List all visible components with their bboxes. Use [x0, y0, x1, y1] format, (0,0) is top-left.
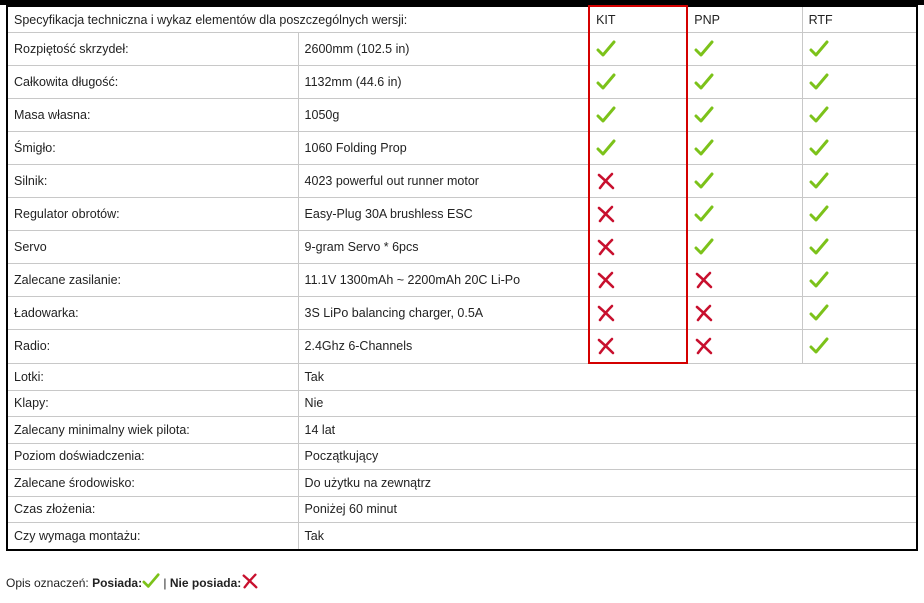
- cell-kit: [589, 330, 687, 364]
- table-row: [7, 297, 917, 330]
- row-value: 3S LiPo balancing charger, 0.5A: [298, 297, 589, 330]
- table-row: [7, 165, 917, 198]
- cell-kit: [589, 198, 687, 231]
- check-icon: [809, 138, 829, 158]
- cell-rtf: [802, 297, 917, 330]
- cell-pnp: [687, 99, 802, 132]
- cell-rtf: [802, 330, 917, 364]
- row-name: Zalecane środowisko:: [7, 470, 298, 497]
- cell-rtf: [802, 33, 917, 66]
- table-header-row: [7, 6, 917, 33]
- cell-kit: [589, 99, 687, 132]
- cell-rtf: [802, 132, 917, 165]
- check-icon: [809, 105, 829, 125]
- cell-pnp: [687, 297, 802, 330]
- legend-has-label: Posiada:: [92, 576, 143, 590]
- row-value: Do użytku na zewnątrz: [298, 470, 917, 497]
- check-icon: [142, 572, 160, 590]
- legend-separator: |: [163, 576, 167, 590]
- row-value: 11.1V 1300mAh ~ 2200mAh 20C Li-Po: [298, 264, 589, 297]
- row-name: Klapy:: [7, 390, 298, 417]
- row-name: Śmigło:: [7, 132, 298, 165]
- header-title: Specyfikacja techniczna i wykaz elementów dla poszczególnych wersji:: [7, 6, 589, 33]
- check-icon: [809, 72, 829, 92]
- row-value: Tak: [298, 363, 917, 390]
- check-icon: [596, 39, 616, 59]
- cell-pnp: [687, 264, 802, 297]
- spec-table-body: [7, 6, 917, 550]
- cell-kit: [589, 132, 687, 165]
- check-icon: [809, 171, 829, 191]
- cell-kit: [589, 66, 687, 99]
- header-kit: KIT: [589, 6, 687, 33]
- table-row: [7, 132, 917, 165]
- table-row: [7, 390, 917, 417]
- table-row: [7, 417, 917, 444]
- cell-rtf: [802, 66, 917, 99]
- row-value: Nie: [298, 390, 917, 417]
- check-icon: [809, 270, 829, 290]
- cell-kit: [589, 165, 687, 198]
- cell-rtf: [802, 264, 917, 297]
- check-icon: [809, 303, 829, 323]
- cell-pnp: [687, 330, 802, 364]
- row-value: Początkujący: [298, 443, 917, 470]
- row-value: 4023 powerful out runner motor: [298, 165, 589, 198]
- check-icon: [596, 138, 616, 158]
- cross-icon: [241, 572, 259, 590]
- check-icon: [694, 39, 714, 59]
- table-row: [7, 33, 917, 66]
- check-icon: [809, 336, 829, 356]
- cell-rtf: [802, 99, 917, 132]
- cell-kit: [589, 231, 687, 264]
- cross-icon: [596, 171, 616, 191]
- table-row: [7, 496, 917, 523]
- cell-pnp: [687, 132, 802, 165]
- row-name: Czas złożenia:: [7, 496, 298, 523]
- cross-icon: [596, 237, 616, 257]
- cell-kit: [589, 297, 687, 330]
- cross-icon: [596, 336, 616, 356]
- row-value: 1060 Folding Prop: [298, 132, 589, 165]
- cell-rtf: [802, 231, 917, 264]
- cell-kit: [589, 33, 687, 66]
- row-name: Zalecane zasilanie:: [7, 264, 298, 297]
- row-name: Masa własna:: [7, 99, 298, 132]
- legend-prefix: Opis oznaczeń:: [6, 576, 89, 590]
- table-row: [7, 198, 917, 231]
- table-row: [7, 99, 917, 132]
- check-icon: [694, 138, 714, 158]
- row-name: Silnik:: [7, 165, 298, 198]
- row-name: Całkowita długość:: [7, 66, 298, 99]
- row-value: Tak: [298, 523, 917, 550]
- check-icon: [694, 72, 714, 92]
- row-value: 9-gram Servo * 6pcs: [298, 231, 589, 264]
- legend-has-not-label: Nie posiada:: [169, 576, 242, 590]
- cell-rtf: [802, 165, 917, 198]
- cross-icon: [596, 204, 616, 224]
- row-name: Rozpiętość skrzydeł:: [7, 33, 298, 66]
- row-name: Zalecany minimalny wiek pilota:: [7, 417, 298, 444]
- check-icon: [694, 237, 714, 257]
- row-name: Poziom doświadczenia:: [7, 443, 298, 470]
- check-icon: [809, 204, 829, 224]
- cell-pnp: [687, 198, 802, 231]
- row-name: Regulator obrotów:: [7, 198, 298, 231]
- check-icon: [596, 72, 616, 92]
- check-icon: [694, 171, 714, 191]
- check-icon: [596, 105, 616, 125]
- cell-pnp: [687, 165, 802, 198]
- spec-table: [6, 5, 918, 551]
- cross-icon: [596, 270, 616, 290]
- row-value: 2.4Ghz 6-Channels: [298, 330, 589, 364]
- row-value: 2600mm (102.5 in): [298, 33, 589, 66]
- cell-pnp: [687, 33, 802, 66]
- table-row: [7, 66, 917, 99]
- header-pnp: PNP: [687, 6, 802, 33]
- cell-kit: [589, 264, 687, 297]
- row-name: Ładowarka:: [7, 297, 298, 330]
- cell-pnp: [687, 231, 802, 264]
- cross-icon: [694, 336, 714, 356]
- table-row: [7, 470, 917, 497]
- check-icon: [694, 204, 714, 224]
- legend: [6, 572, 259, 590]
- row-value: 14 lat: [298, 417, 917, 444]
- table-row: [7, 330, 917, 364]
- row-value: 1050g: [298, 99, 589, 132]
- row-value: Poniżej 60 minut: [298, 496, 917, 523]
- row-name: Radio:: [7, 330, 298, 364]
- cross-icon: [694, 270, 714, 290]
- cell-pnp: [687, 66, 802, 99]
- table-row: [7, 523, 917, 550]
- table-row: [7, 231, 917, 264]
- row-name: Czy wymaga montażu:: [7, 523, 298, 550]
- check-icon: [694, 105, 714, 125]
- table-row: [7, 443, 917, 470]
- table-row: [7, 264, 917, 297]
- row-value: Easy-Plug 30A brushless ESC: [298, 198, 589, 231]
- check-icon: [809, 237, 829, 257]
- row-value: 1132mm (44.6 in): [298, 66, 589, 99]
- cross-icon: [596, 303, 616, 323]
- header-rtf: RTF: [802, 6, 917, 33]
- cell-rtf: [802, 198, 917, 231]
- check-icon: [809, 39, 829, 59]
- table-row: [7, 363, 917, 390]
- row-name: Servo: [7, 231, 298, 264]
- cross-icon: [694, 303, 714, 323]
- row-name: Lotki:: [7, 363, 298, 390]
